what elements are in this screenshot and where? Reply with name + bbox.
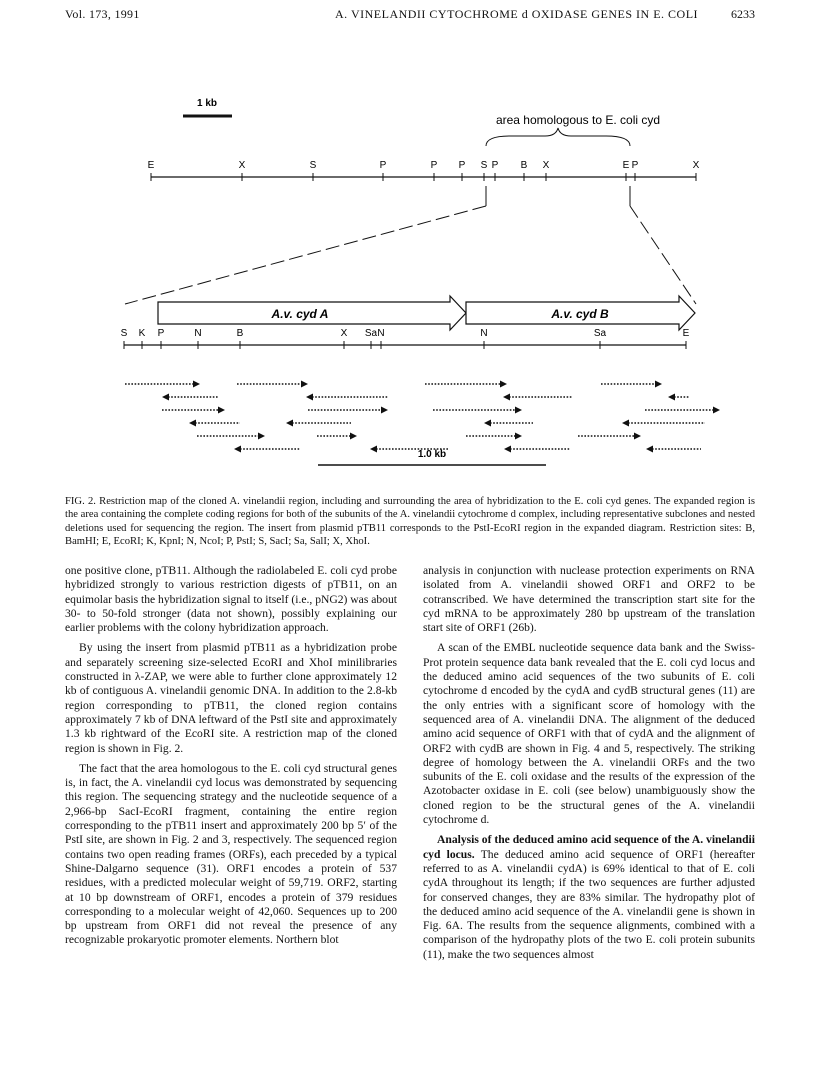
sequencing-arrow-head (503, 394, 510, 401)
sequencing-arrow-head (258, 433, 265, 440)
restriction-site-label: X (542, 160, 550, 171)
sequencing-arrow-head (370, 446, 377, 453)
text-column-left (65, 564, 397, 948)
restriction-site-label: Sa (364, 328, 378, 339)
sequencing-arrow-head (515, 433, 522, 440)
cydB-label: A.v. cyd B (551, 307, 609, 321)
figure-2 (0, 0, 816, 500)
paragraph: analysis in conjunction with nuclease protection experiments on RNA isolated from A. vinelandii showed ORF1 and ORF2 to be cotranscribed. We have determined the transcription start site for the cyd mRNA to be approximately 280 bp upstream of the translation start site of ORF1 (26b). (423, 564, 755, 635)
section-heading: Analysis of the deduced amino acid sequence of the A. vinelandii cyd locus. (423, 833, 755, 861)
top-restriction-map (148, 160, 700, 181)
restriction-site-label: E (622, 160, 630, 171)
sequencing-strategy-arrows (125, 381, 720, 453)
restriction-site-label: S (120, 328, 128, 339)
scale-label-bottom: 1.0 kb (417, 449, 447, 460)
restriction-site-label: P (491, 160, 499, 171)
restriction-site-label: E (682, 328, 690, 339)
restriction-site-label: K (138, 328, 146, 339)
sequencing-arrow-head (668, 394, 675, 401)
expansion-left-line (125, 206, 486, 304)
restriction-site-label: S (309, 160, 317, 171)
running-title: A. VINELANDII CYTOCHROME d OXIDASE GENES IN E. COLI (335, 7, 699, 21)
restriction-site-label: P (157, 328, 165, 339)
sequencing-arrow-head (504, 446, 511, 453)
homology-brace (486, 128, 630, 146)
sequencing-arrow-head (193, 381, 200, 388)
restriction-site-label: P (430, 160, 438, 171)
sequencing-arrow-head (713, 407, 720, 414)
restriction-site-label: B (520, 160, 528, 171)
restriction-site-label: X (238, 160, 246, 171)
paragraph (423, 833, 755, 962)
paragraph: one positive clone, pTB11. Although the radiolabeled E. coli cyd probe hybridized strongly to various restriction digests of pTB11, on an equimolar basis the hybridization signal to itself (i.e., pNG2) was about 30- to 50-fold stronger (data not shown), possibly explaining our earlier problems with the colony hybridization approach. (65, 564, 397, 635)
sequencing-arrow-head (234, 446, 241, 453)
restriction-site-label: E (147, 160, 155, 171)
figure-caption: FIG. 2. Restriction map of the cloned A. vinelandii region, including and surrounding the area of hybridization to the E. coli cyd genes. The expanded region is the area containing the complete coding regions for both of the subunits of the A. vinelandii cytochrome d complex, including representative subclones and nested deletions used for sequencing the region. The insert from plasmid pTB11 corresponds to the PstI-EcoRI region in the expanded diagram. Restriction sites: B, BamHI; E, EcoRI; K, KpnI; N, NcoI; P, PstI; S, SacI; Sa, SalI; X, XhoI. (65, 496, 755, 548)
sequencing-arrow-head (381, 407, 388, 414)
sequencing-arrow-head (655, 381, 662, 388)
sequencing-arrow-head (515, 407, 522, 414)
sequencing-arrow-head (306, 394, 313, 401)
sequencing-arrow-head (350, 433, 357, 440)
restriction-site-label: X (692, 160, 700, 171)
page-number: 6233 (731, 7, 755, 21)
restriction-site-label: N (377, 328, 385, 339)
sequencing-arrow-head (500, 381, 507, 388)
paragraph: A scan of the EMBL nucleotide sequence data bank and the Swiss-Prot protein sequence data bank revealed that the E. coli cyd locus and the deduced amino acid sequences of the two subunits of E. coli cytochrome d encoded by the cydA and cydB structural genes (11) are the only entries with a significant score of homology with the sequenced area of A. vinelandii DNA. The alignment of the deduced amino acid sequence of ORF1 with that of cydA and the alignment of ORF2 with cydB are shown in Fig. 4 and 5, respectively. The striking degree of homology between the A. vinelandii ORFs and the two subunits of the E. coli oxidase and the results of the expression of the Azotobacter oxidase in E. coli (see below) unambiguously show the cloned region to be the structural genes of the A. vinelandii cytochrome d. (423, 641, 755, 827)
sequencing-arrow-head (162, 394, 169, 401)
sequencing-arrow-head (484, 420, 491, 427)
sequencing-arrow-head (301, 381, 308, 388)
restriction-site-label: X (340, 328, 348, 339)
sequencing-arrow-head (646, 446, 653, 453)
scale-label-top: 1 kb (196, 98, 218, 109)
paragraph: The fact that the area homologous to the E. coli cyd structural genes is, in fact, the A. vinelandii cyd locus was demonstrated by sequencing this region. The sequencing strategy and the nucleotide sequence of a 2,966-bp SacI-EcoRI fragment, containing the entire region corresponding to the pTB11 insert and approximately 200 bp 5′ of the PstI site, are shown in Fig. 2 and 3, respectively. The sequenced region contains two open reading frames (ORFs), each preceded by a typical Shine-Dalgarno sequence (31). ORF1 encodes a protein of 537 residues, with a predicted molecular weight of 59,719. ORF2, starting at 10 bp downstream of ORF1, encodes a protein of 379 residues corresponding to a molecular weight of 42,060. Sequences up to 200 bp upstream from ORF1 did not reveal the presence of any recognizable prokaryotic promoter elements. Northern blot (65, 761, 397, 947)
paragraph: By using the insert from plasmid pTB11 as a hybridization probe and separately screening size-selected EcoRI and XhoI minilibraries constructed in λ-ZAP, we were able to further clone approximately 12 kb of contiguous A. vinelandii genomic DNA. In addition to the 2.8-kb region corresponding to pTB11, the cloned region contains approximately 7 kb of DNA leftward of the PstI site and approximately 1.3 kb rightward of the EcoRI site. A restriction map of the cloned region is shown in Fig. 2. (65, 641, 397, 755)
journal-volume: Vol. 173, 1991 (65, 7, 140, 21)
sequencing-arrow-head (622, 420, 629, 427)
restriction-site-label: P (631, 160, 639, 171)
text-column-right (423, 564, 755, 962)
restriction-site-label: Sa (593, 328, 607, 339)
restriction-site-label: P (379, 160, 387, 171)
cydA-label: A.v. cyd A (271, 307, 329, 321)
restriction-site-label: N (194, 328, 202, 339)
expanded-restriction-map (121, 328, 690, 349)
restriction-site-label: N (480, 328, 488, 339)
expansion-right-line (630, 206, 696, 304)
restriction-site-label: S (480, 160, 488, 171)
sequencing-arrow-head (286, 420, 293, 427)
restriction-site-label: B (236, 328, 244, 339)
sequencing-arrow-head (634, 433, 641, 440)
sequencing-arrow-head (218, 407, 225, 414)
paragraph-body: The deduced amino acid sequence of ORF1 (hereafter referred to as A. vinelandii cydA) is 69% identical to that of E. coli cydA throughout its length; if the two sequences are further adjusted for conserved changes, they are 83% similar. The hydropathy plot of the deduced amino acid sequence of the A. vinelandii gene is shown in Fig. 6A. The results from the sequence alignments, combined with a comparison of the hydropathy plots of the two E. coli protein subunits (11), make the two sequences almost (423, 847, 755, 961)
restriction-site-label: P (458, 160, 466, 171)
sequencing-arrow-head (189, 420, 196, 427)
homology-label: area homologous to E. coli cyd (495, 113, 661, 127)
